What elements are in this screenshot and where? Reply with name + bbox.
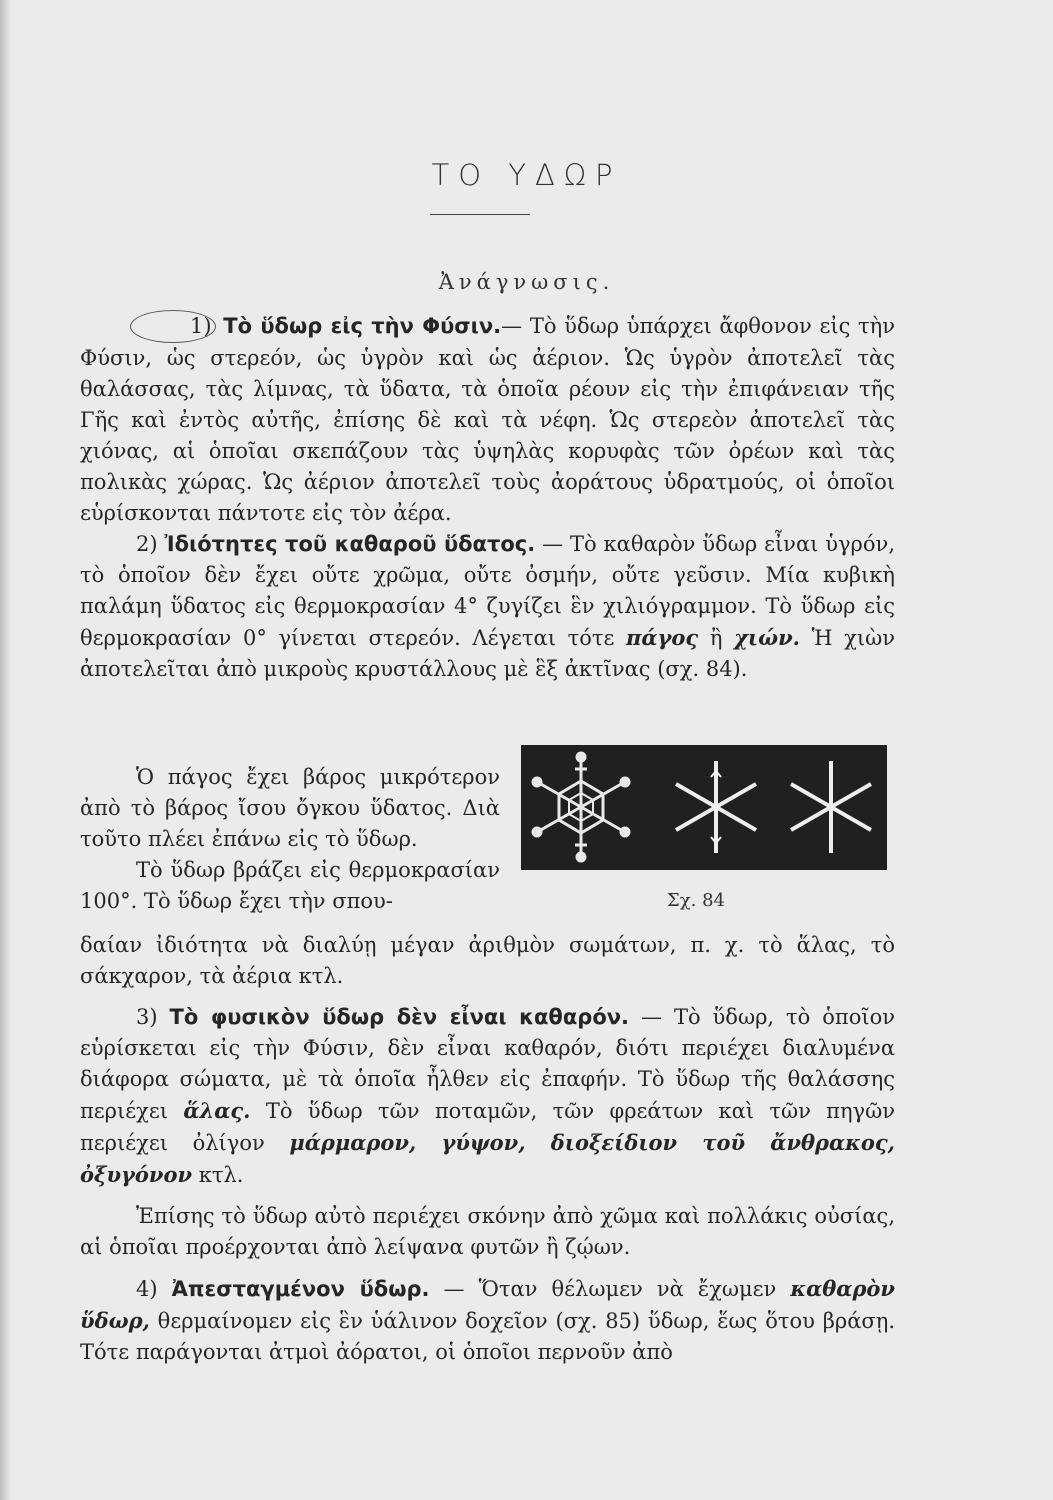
section-1-body: — Τὸ ὕδωρ ὑπάρχει ἄφθονον εἰς τὴν Φύσιν, ὡς στερεόν, ὡς ὑγρὸν καὶ ὡς ἀέριον. Ὡς ὑγρὸν ἀποτελεῖ τὰς θαλάσσας, τὰς λίμνας, τὰ ὕδατα, τὰ ὁποῖα ρέουν εἰς τὴν ἐπιφάνειαν τῆς Γῆς καὶ ἐντὸς αὐτῆς, ἐπίσης δὲ καὶ τὰ νέφη. Ὡς στερεὸν ἀποτελεῖ τὰς χιόνας, αἱ ὁποῖαι σκεπάζουν τὰς ὑψηλὰς κορυφὰς τῶν ὀρέων καὶ τὰς πολικὰς χώρας. Ὡς ἀέριον ἀποτελεῖ τοὺς ἀοράτους ὑδρατμούς, οἱ ὁποῖοι εὑρίσκονται πάντοτε εἰς τὸν ἀέρα. xyxy=(80,314,896,525)
text-block-wrap xyxy=(80,762,500,917)
section-4-number: 4) xyxy=(136,1277,158,1301)
section-3-body-c: κτλ. xyxy=(192,1163,244,1187)
section-4-body-a: — Ὅταν θέλωμεν νὰ ἔχωμεν xyxy=(429,1277,791,1301)
snowflake-figure xyxy=(521,745,887,870)
section-2-body-b: Ἡ χιὼν ἀποτελεῖται ἀπὸ μικροὺς κρυστάλλους μὲ ἓξ ἀκτῖνας (σχ. 84). xyxy=(80,626,895,681)
section-2-body-a: — Τὸ καθαρὸν ὕδωρ εἶναι ὑγρόν, τὸ ὁποῖον δὲν ἔχει οὔτε χρῶμα, οὔτε ὀσμήν, οὔτε γεῦσιν. Μία κυβικὴ παλάμη ὕδατος εἰς θερμοκρασίαν 4° ζυγίζει ἓν χιλιόγραμμον. Τὸ ὕδωρ εἰς θερμοκρασίαν 0° γίνεται στερεόν. Λέγεται τότε xyxy=(80,532,895,650)
section-3-body-b: Τὸ ὕδωρ τῶν ποταμῶν, τῶν φρεάτων καὶ τῶν πηγῶν περιέχει ὀλίγον xyxy=(80,1099,896,1155)
paragraph-section-1 xyxy=(80,310,895,529)
section-4-heading: Ἀπεσταγμένον ὕδωρ. xyxy=(171,1277,430,1301)
section-1-heading: Τὸ ὕδωρ εἰς τὴν Φύσιν. xyxy=(223,314,502,338)
text-block-top xyxy=(80,310,895,685)
section-3-number: 3) xyxy=(136,1005,158,1029)
paragraph-section-4 xyxy=(80,1273,895,1368)
term-chion: χιών. xyxy=(734,625,800,650)
paragraph-ice: Ὁ πάγος ἔχει βάρος μικρότερον ἀπὸ τὸ βάρος ἴσου ὄγκου ὕδατος. Διὰ τοῦτο πλέει ἐπάνω εἰς τὸ ὕδωρ. xyxy=(80,765,500,851)
paragraph-section-3-b: Ἐπίσης τὸ ὕδωρ αὐτὸ περιέχει σκόνην ἀπὸ χῶμα καὶ πολλάκις οὐσίας, αἱ ὁποῖαι προέρχονται ἀπὸ λείψανα φυτῶν ἢ ζῴων. xyxy=(80,1204,895,1259)
term-pure-water: καθαρὸν ὕδωρ, xyxy=(80,1276,895,1333)
section-2-number: 2) xyxy=(136,532,158,556)
term-minerals: μάρμαρον, γύψον, διοξείδιον τοῦ ἄνθρακος, ὀξυγόνον xyxy=(80,1130,895,1187)
page-edge-shadow xyxy=(0,0,10,1500)
paragraph-section-2 xyxy=(80,529,895,685)
section-3-heading: Τὸ φυσικὸν ὕδωρ δὲν εἶναι καθαρόν. xyxy=(169,1005,630,1029)
paragraph-boil-a: Τὸ ὕδωρ βράζει εἰς θερμοκρασίαν 100°. Τὸ ὕδωρ ἔχει τὴν σπου- xyxy=(80,858,500,913)
title-divider xyxy=(430,214,530,215)
page-title: ΤΟ ΥΔΩΡ xyxy=(431,158,622,192)
section-2-heading: Ἰδιότητες τοῦ καθαροῦ ὕδατος. xyxy=(164,532,536,556)
paragraph-boil-b: δαίαν ἰδιότητα νὰ διαλύῃ μέγαν ἀριθμὸν σωμάτων, π. χ. τὸ ἅλας, τὸ σάκχαρον, τὰ ἀέρια κτλ. xyxy=(80,933,895,988)
term-halas: ἅλας. xyxy=(183,1098,251,1123)
section-4-body-b: θερμαίνομεν εἰς ἓν ὑάλινον δοχεῖον (σχ. 85) ὕδωρ, ἕως ὅτου βράσῃ. Τότε παράγονται ἀτμοὶ ἀόρατοι, οἱ ὁποῖοι περνοῦν ἀπὸ xyxy=(80,1309,895,1364)
section-2-conj: ἢ xyxy=(698,626,735,650)
paragraph-section-3 xyxy=(80,1002,895,1191)
section-3-body-a: — Τὸ ὕδωρ, τὸ ὁποῖον εὑρίσκεται εἰς τὴν Φύσιν, δὲν εἶναι καθαρόν, διότι περιέχει διαλυμένα διάφορα σώματα, μὲ τὰ ὁποῖα ἦλθεν εἰς ἐπαφήν. Τὸ ὕδωρ τῆς θαλάσσης περιέχει xyxy=(80,1005,895,1123)
section-subtitle: Ἀνάγνωσις. xyxy=(438,270,615,294)
figure-caption: Σχ. 84 xyxy=(667,890,725,911)
text-block-bottom xyxy=(80,930,895,1368)
snowflake-illustration xyxy=(521,745,887,870)
section-1-number: 1) xyxy=(130,310,216,343)
term-pagos: πάγος xyxy=(626,625,699,650)
